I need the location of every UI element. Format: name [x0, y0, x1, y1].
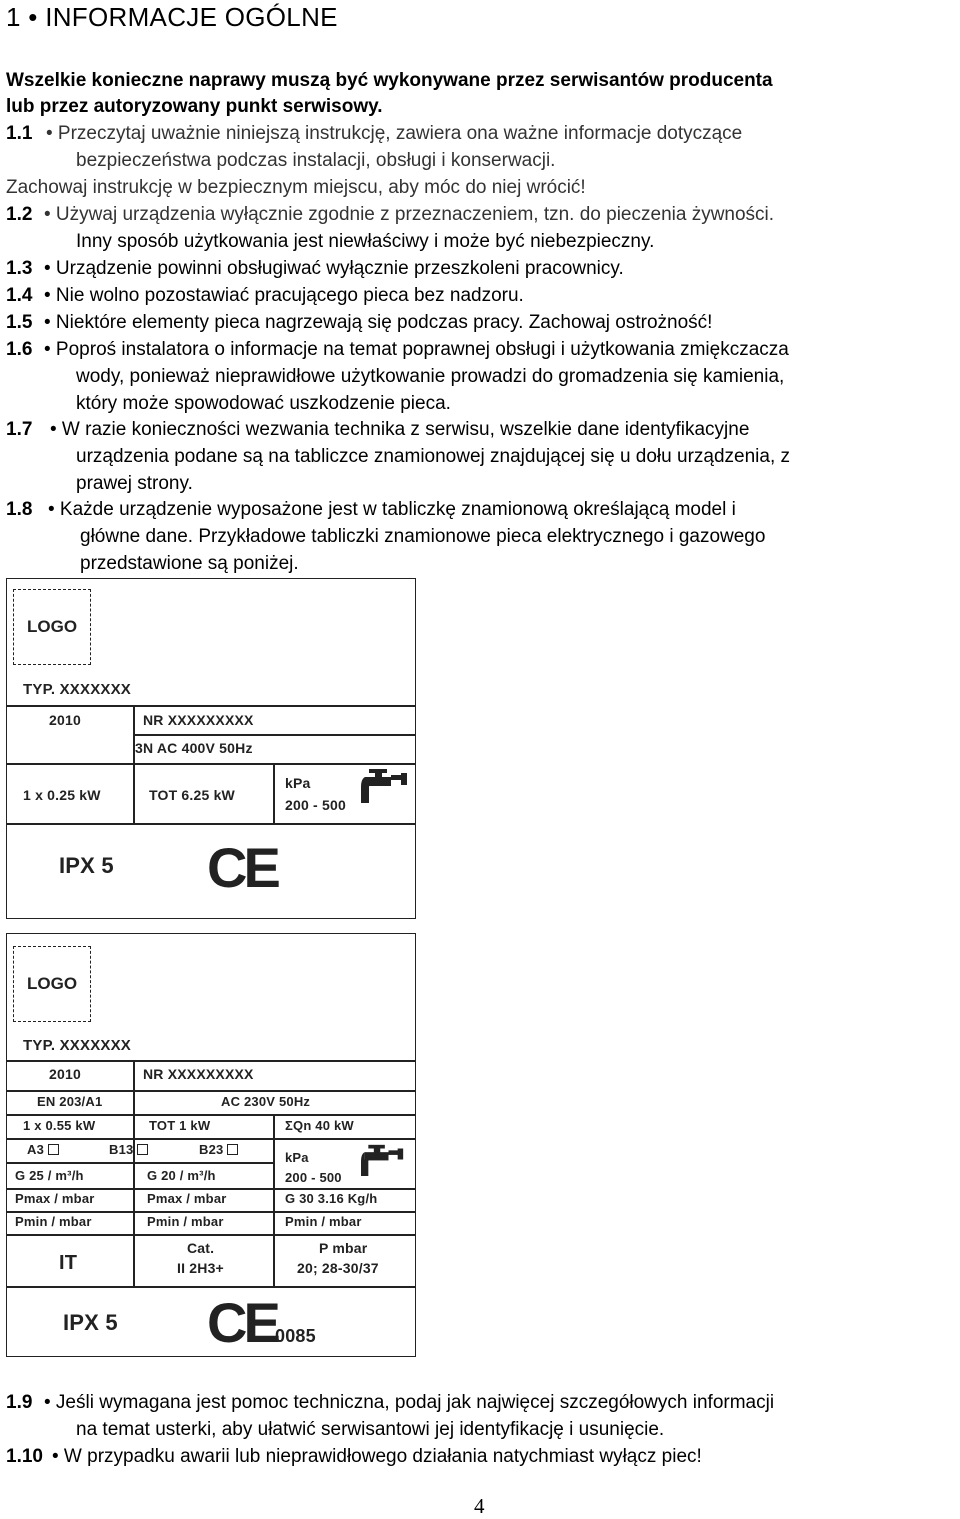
- intro-line-1: Wszelkie konieczne naprawy muszą być wykonywane przez serwisantów producenta: [6, 70, 773, 91]
- category-b13-label: B13: [109, 1142, 134, 1157]
- norm-label: EN 203/A1: [37, 1094, 103, 1109]
- checkbox-icon: [48, 1144, 59, 1155]
- category-b23: [199, 1142, 238, 1157]
- logo-text: LOGO: [27, 617, 78, 636]
- item-line: wody, ponieważ nieprawidłowe użytkowanie prowadzi do gromadzenia się kamienia,: [76, 366, 785, 387]
- water-tap-icon: [361, 769, 409, 813]
- divider: [7, 1060, 415, 1062]
- divider: [7, 1188, 415, 1190]
- item-line: • W przypadku awarii lub nieprawidłowego działania natychmiast wyłącz piec!: [52, 1446, 702, 1467]
- item-line: • Nie wolno pozostawiać pracującego pieca bez nadzoru.: [44, 285, 524, 306]
- item-line: • W razie konieczności wezwania technika z serwisu, wszelkie dane identyfikacyjne: [50, 419, 750, 440]
- divider: [133, 763, 135, 823]
- gas-g20: G 20 / m³/h: [147, 1168, 216, 1183]
- pressure-values: 20; 28-30/37: [297, 1260, 379, 1276]
- item-line: • Używaj urządzenia wyłącznie zgodnie z przeznaczeniem, tzn. do pieczenia żywności.: [44, 204, 775, 225]
- item-number: 1.9: [6, 1392, 33, 1413]
- nameplate-electric: [6, 578, 416, 919]
- total-power-label: TOT 1 kW: [149, 1118, 211, 1133]
- pressure-unit: kPa: [285, 1150, 309, 1165]
- item-line: bezpieczeństwa podczas instalacji, obsługi i konserwacji.: [76, 150, 556, 171]
- item-number: 1.2: [6, 204, 33, 225]
- year-label: 2010: [49, 712, 81, 728]
- divider: [7, 1211, 415, 1213]
- item-line: • Niektóre elementy pieca nagrzewają się podczas pracy. Zachowaj ostrożność!: [44, 312, 713, 333]
- divider: [273, 1114, 275, 1286]
- category-b23-label: B23: [199, 1142, 224, 1157]
- ce-mark: CE: [207, 1291, 277, 1354]
- intro-line-2: lub przez autoryzowany punkt serwisowy.: [6, 96, 383, 117]
- pmin-3: Pmin / mbar: [285, 1214, 362, 1229]
- item-line: • Każde urządzenie wyposażone jest w tabliczkę znamionową określającą model i: [48, 499, 736, 520]
- item-line: • Urządzenie powinni obsługiwać wyłącznie przeszkoleni pracownicy.: [44, 258, 624, 279]
- type-label: TYP. XXXXXXX: [23, 1037, 132, 1054]
- total-power-label: TOT 6.25 kW: [149, 787, 235, 803]
- notified-body-number: 0085: [275, 1326, 316, 1346]
- item-line: prawej strony.: [76, 473, 193, 494]
- divider: [133, 734, 415, 736]
- nameplate-gas: [6, 933, 416, 1357]
- power-label: 1 x 0.55 kW: [23, 1118, 96, 1133]
- item-line: • Poproś instalatora o informacje na temat poprawnej obsługi i użytkowania zmiękczacza: [44, 339, 789, 360]
- pmin-2: Pmin / mbar: [147, 1214, 224, 1229]
- item-number: 1.6: [6, 339, 33, 360]
- item-line: Inny sposób użytkowania jest niewłaściwy i może być niebezpieczny.: [76, 231, 655, 252]
- divider: [7, 1234, 415, 1236]
- pressure-range: 200 - 500: [285, 1170, 342, 1185]
- type-label: TYP. XXXXXXX: [23, 681, 132, 698]
- divider: [7, 705, 415, 707]
- supply-label: AC 230V 50Hz: [221, 1094, 311, 1109]
- category-b13: [109, 1142, 148, 1157]
- item-line: Zachowaj instrukcję w bezpiecznym miejscu, aby móc do niej wrócić!: [6, 177, 586, 198]
- checkbox-icon: [137, 1144, 148, 1155]
- item-line: główne dane. Przykładowe tabliczki znamionowe pieca elektrycznego i gazowego: [80, 526, 766, 547]
- power-label: 1 x 0.25 kW: [23, 787, 101, 803]
- divider: [7, 823, 415, 825]
- item-number: 1.8: [6, 499, 33, 520]
- category-a3-label: A3: [27, 1142, 45, 1157]
- item-line: • Jeśli wymagana jest pomoc techniczna, podaj jak najwięcej szczegółowych informacji: [44, 1392, 775, 1413]
- divider: [7, 1114, 415, 1116]
- pressure-range: 200 - 500: [285, 797, 346, 813]
- item-number: 1.10: [6, 1446, 43, 1467]
- gas-g25: G 25 / m³/h: [15, 1168, 84, 1183]
- item-number: 1.4: [6, 285, 33, 306]
- page-number: 4: [474, 1494, 485, 1518]
- page-title: 1 • INFORMACJE OGÓLNE: [6, 2, 338, 32]
- category-value: II 2H3+: [177, 1260, 224, 1276]
- gas-g30: G 30 3.16 Kg/h: [285, 1191, 378, 1206]
- divider: [7, 1090, 415, 1092]
- serial-label: NR XXXXXXXXX: [143, 712, 254, 728]
- divider: [7, 1286, 415, 1288]
- checkbox-icon: [227, 1144, 238, 1155]
- serial-label: NR XXXXXXXXX: [143, 1066, 254, 1082]
- pmin-1: Pmin / mbar: [15, 1214, 92, 1229]
- item-line: • Przeczytaj uważnie niniejszą instrukcję, zawiera ona ważne informacje dotyczące: [46, 123, 743, 144]
- nominal-heat-input: ΣQn 40 kW: [285, 1118, 354, 1133]
- pmax-1: Pmax / mbar: [15, 1191, 95, 1206]
- ipx-label: IPX 5: [63, 1310, 118, 1335]
- pmax-2: Pmax / mbar: [147, 1191, 227, 1206]
- divider: [7, 1138, 415, 1140]
- ipx-label: IPX 5: [59, 853, 114, 878]
- divider: [133, 1060, 135, 1286]
- logo-text: LOGO: [27, 974, 78, 993]
- year-label: 2010: [49, 1066, 81, 1082]
- item-number: 1.1: [6, 123, 33, 144]
- divider: [273, 763, 275, 823]
- divider: [7, 763, 415, 765]
- item-line: urządzenia podane są na tabliczce znamionowej znajdującej się u dołu urządzenia, z: [76, 446, 791, 467]
- item-number: 1.5: [6, 312, 33, 333]
- supply-label: 3N AC 400V 50Hz: [135, 740, 253, 756]
- pressure-unit: kPa: [285, 775, 311, 791]
- pressure-label: P mbar: [319, 1240, 368, 1256]
- category-a3: [27, 1142, 59, 1157]
- item-line: który może spowodować uszkodzenie pieca.: [76, 393, 451, 414]
- item-number: 1.3: [6, 258, 33, 279]
- water-tap-icon: [361, 1144, 405, 1186]
- ce-mark: CE: [207, 836, 277, 899]
- item-line: na temat usterki, aby ułatwić serwisantowi jej identyfikację i usunięcie.: [76, 1419, 665, 1440]
- divider: [7, 1162, 273, 1164]
- country-label: IT: [59, 1252, 78, 1274]
- item-number: 1.7: [6, 419, 33, 440]
- category-label: Cat.: [187, 1240, 215, 1256]
- item-line: przedstawione są poniżej.: [80, 553, 299, 574]
